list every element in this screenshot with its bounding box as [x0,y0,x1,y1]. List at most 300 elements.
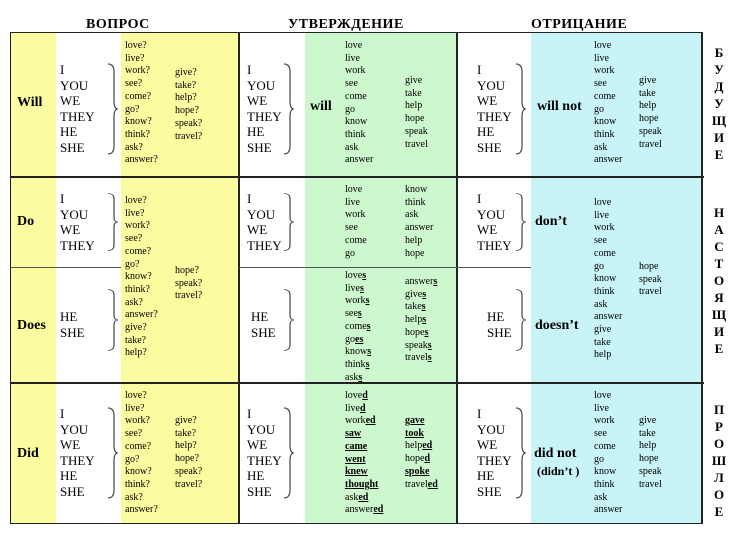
verb [345,466,383,479]
side-letter: Щ [711,113,727,128]
verb-stem: work [345,295,366,307]
verb: speak [639,125,662,137]
verb: think [594,128,615,140]
pronoun: I [247,191,252,206]
verb: live? [125,402,145,414]
verb: answer? [125,504,158,516]
verb: travel [639,286,662,298]
neg-aux-will-not: will not [537,99,582,114]
verb: give? [175,415,197,426]
verb: speak [639,273,662,285]
verb-ending: took [405,427,424,439]
verb: live [345,196,360,208]
verb: see [345,78,358,90]
verb: answer [405,222,434,234]
header-negative: ОТРИЦАНИЕ [531,17,628,32]
verb: think [594,478,615,490]
side-letter: Л [714,470,724,485]
pronoun: THEY [60,452,95,468]
pronoun: SHE [251,324,276,340]
verb: speak? [175,117,203,129]
brace [283,289,295,351]
verb: speak? [175,277,203,289]
verb-ending: ed [365,415,376,427]
neg-aux-doesnt: doesn’t [535,318,579,333]
verb-ending: s [427,352,432,364]
header-question: ВОПРОС [86,17,150,32]
verb: come? [125,245,152,257]
verb-ending: ed [358,491,369,503]
divider [238,33,240,523]
neg-aux-did-not: did not [534,446,577,461]
verb-ending: s [422,314,427,326]
neg-aux-dont: don’t [535,214,567,229]
verb: live [594,402,609,414]
verb-stem: hope [405,453,425,465]
verb-ending: came [345,440,368,452]
pronoun: WE [247,437,268,452]
pronoun-list [477,62,512,155]
verb-ending: spoke [405,465,430,477]
verb-stem: help [405,314,423,326]
verb: work? [125,220,150,232]
grammar-table [10,32,703,524]
verb: help [405,234,423,246]
verb-ending: s [427,339,432,351]
pronoun: YOU [477,421,506,437]
verb: help? [175,92,197,104]
verb-list [405,75,428,151]
verb [405,440,438,453]
pronoun: I [60,406,65,421]
pronoun-list [477,191,512,253]
verb-stem: take [405,301,422,313]
verb: help [639,440,657,452]
pronoun: SHE [60,139,85,155]
verb: work? [125,415,150,427]
verb: come [594,247,616,259]
verb: know? [125,271,152,283]
verb-ending: went [345,453,366,465]
verb-list [405,415,438,491]
verb: give [639,75,657,86]
verb-ending: s [365,358,370,370]
verb: take [639,427,656,439]
verb-ending: thought [345,478,379,490]
pronoun: THEY [247,108,282,124]
verb [345,428,383,441]
verb-ending: s [421,301,426,313]
verb: take [594,336,611,348]
side-label-future [711,44,727,163]
verb [345,346,371,359]
side-letter: Е [714,341,724,356]
side-letter: У [714,96,724,111]
verb-ending: s [360,282,364,294]
verb-ending: d [360,402,366,414]
verb [345,359,371,372]
side-letter: О [713,436,725,451]
verb: answer? [125,154,158,166]
row-divider [239,267,457,268]
verb: love [345,184,363,195]
pronoun: YOU [60,421,89,437]
pronoun: YOU [247,77,276,93]
verb: go [594,453,604,465]
verb-list [175,67,202,143]
verb: live? [125,52,145,64]
pronoun: HE [477,468,495,483]
verb: speak [639,465,662,477]
verb-list [345,270,371,384]
verb-ending: s [424,326,429,338]
verb [345,415,383,428]
side-letter: О [713,487,725,502]
pronoun: I [477,62,482,77]
verb: think? [125,478,150,490]
pronoun: WE [60,437,81,452]
verb [405,428,438,441]
verb: love [594,40,612,51]
verb: give? [125,322,147,334]
verb: love? [125,40,147,51]
neg-aux-didnt: (didn’t ) [537,464,580,478]
pronoun: I [247,62,252,77]
side-letter: Щ [711,307,727,322]
verb: see [594,235,607,247]
verb-list [345,184,367,260]
verb-stem: live [345,282,360,294]
verb: go? [125,103,140,115]
verb [405,289,437,302]
side-letter: П [713,402,725,417]
brace [107,407,119,499]
verb-ending: d [362,390,368,401]
verb [345,295,371,308]
verb: work [594,415,615,427]
pronoun-list [487,309,512,340]
brace [515,407,527,499]
verb-ending: d [424,453,431,465]
row-divider [11,176,704,178]
header-affirmative: УТВЕРЖДЕНИЕ [288,17,404,32]
verb-stem: see [345,308,358,320]
pronoun-list [60,191,95,253]
verb: hope [405,247,425,259]
verb: speak? [175,465,203,477]
verb-stem: help [405,440,423,452]
verb-ending: s [422,288,427,300]
verb: go [345,103,355,115]
pronoun-list [247,191,282,253]
verb-list [639,261,662,299]
verb: think? [125,283,150,295]
side-letter: И [713,324,725,339]
verb: take [405,87,422,99]
aff-aux-will: will [310,99,332,114]
pronoun: HE [247,124,265,139]
brace [515,289,527,351]
verb: travel? [175,290,203,302]
verb-ending: s [433,276,438,287]
verb: see? [125,428,143,440]
verb: give [405,75,423,86]
pronoun: SHE [60,324,85,340]
verb-ending: ed [373,504,384,516]
verb-stem: travel [405,478,428,490]
pronoun-list [60,406,95,499]
verb-stem: live [345,402,360,414]
verb: ask? [125,141,143,153]
verb [405,453,438,466]
brace [107,63,119,155]
verb: love? [125,390,147,401]
verb-ending: ed [427,478,438,490]
verb: know [594,466,617,478]
pronoun: I [477,191,482,206]
verb-list [175,415,202,491]
verb [345,321,371,334]
pronoun: THEY [477,237,512,253]
verb [345,270,371,283]
verb-stem: speak [405,339,428,351]
verb: give? [175,67,197,78]
verb-ending: knew [345,466,368,478]
verb: speak [405,125,428,137]
verb-stem: go [345,333,355,345]
pronoun: HE [487,309,505,324]
verb [345,334,371,347]
aux-will: Will [17,95,43,110]
verb-list [594,390,622,517]
pronoun: YOU [477,77,506,93]
pronoun: I [477,406,482,421]
verb-ending: gave [405,415,425,426]
side-letter: Ш [711,453,727,468]
pronoun: SHE [477,139,502,155]
verb: answer [594,154,623,166]
verb [345,308,371,321]
verb-ending: es [355,333,364,345]
verb: see [594,78,607,90]
verb [345,283,371,296]
pronoun: HE [60,468,78,483]
verb-list [639,415,662,491]
verb [405,314,437,327]
verb: love? [125,195,147,206]
divider [701,33,703,523]
verb: see? [125,233,143,245]
verb: live? [125,207,145,219]
pronoun-list [247,62,282,155]
verb-ending: s [366,320,371,332]
verb: help [639,100,657,112]
verb [405,301,437,314]
side-letter: Е [714,147,724,162]
verb: take? [175,79,197,91]
verb: know [345,116,368,128]
verb: hope [639,113,659,125]
verb: hope? [175,453,199,465]
verb: ask [405,209,419,221]
verb-ending: s [362,270,367,281]
verb: hope [405,113,425,125]
verb-stem: answer [345,504,374,516]
verb-list [405,184,433,260]
verb: answer? [125,309,158,321]
side-letter: С [714,239,724,254]
verb-ending: s [357,308,362,320]
pronoun: YOU [477,206,506,222]
verb: travel? [175,130,203,142]
verb: answer [345,154,374,166]
pronoun: WE [477,437,498,452]
verb: help? [125,347,147,359]
row-divider [11,267,121,268]
pronoun: SHE [487,324,512,340]
verb: hope? [175,105,199,117]
pronoun-list [60,309,85,340]
verb: love [594,197,612,208]
verb: travel [405,138,428,150]
verb-list [125,195,158,360]
side-letter: Т [714,256,724,271]
verb: answer [594,504,623,516]
pronoun: THEY [247,452,282,468]
verb: work [594,65,615,77]
verb: ask? [125,296,143,308]
verb: ask [594,491,608,503]
verb: work? [125,65,150,77]
aux-does: Does [17,318,46,333]
side-letter: Р [715,419,723,434]
verb: see [345,222,358,234]
pronoun: HE [60,309,78,324]
aux-did: Did [17,446,39,461]
verb: work [594,222,615,234]
verb-ending: saw [345,428,362,440]
pronoun: I [247,406,252,421]
verb: come [345,234,367,246]
pronoun: WE [247,222,268,237]
verb: work [345,65,366,77]
brace [107,193,119,251]
verb-list [175,265,202,303]
brace [283,193,295,251]
verb [345,390,383,403]
verb: ask [345,141,359,153]
verb: go? [125,453,140,465]
verb-stem: ask [345,491,359,503]
pronoun: WE [60,93,81,108]
side-letter: А [714,222,724,237]
verb: love [594,390,612,401]
pronoun-list [251,309,276,340]
verb: think? [125,128,150,140]
verb: hope [639,453,659,465]
verb-ending: s [365,295,370,307]
verb [405,276,437,289]
side-letter: Б [714,45,724,60]
verb-list [594,40,622,167]
verb: come [345,90,367,102]
verb: ask [594,141,608,153]
verb: help? [175,440,197,452]
verb [405,327,437,340]
verb-stem: know [345,346,368,358]
brace [515,63,527,155]
aux-do: Do [17,214,35,229]
brace [515,193,527,251]
verb [345,479,383,492]
pronoun: HE [247,468,265,483]
verb: think [345,128,366,140]
side-letter: Е [714,504,724,519]
verb: think [405,196,426,208]
verb: ask [594,298,608,310]
verb: give [639,415,657,426]
pronoun: THEY [60,237,95,253]
verb [345,504,383,517]
verb: hope [639,261,659,272]
verb [345,492,383,505]
verb-list [125,40,158,167]
pronoun-list [60,62,95,155]
verb: help [594,349,612,361]
pronoun-list [247,406,282,499]
verb-stem: ask [345,371,359,383]
row-divider [457,267,531,268]
verb: live [594,52,609,64]
pronoun: YOU [247,421,276,437]
pronoun: SHE [247,483,272,499]
side-letter: О [713,273,725,288]
pronoun: HE [477,124,495,139]
pronoun: YOU [60,77,89,93]
verb: ask? [125,491,143,503]
side-letter: Д [714,79,724,94]
verb-stem: come [345,320,367,332]
pronoun: YOU [60,206,89,222]
verb: see [594,428,607,440]
verb: come [594,440,616,452]
pronoun: WE [247,93,268,108]
verb: help [405,100,423,112]
verb-ending: s [358,371,363,383]
verb: love [345,40,363,51]
verb [405,352,437,365]
pronoun: I [60,62,65,77]
verb: think [594,285,615,297]
verb-stem: work [345,415,366,427]
verb: take? [125,334,147,346]
verb-list [125,390,158,517]
pronoun: SHE [60,483,85,499]
verb-stem: give [405,288,423,300]
side-letter: Н [713,205,725,220]
verb-stem: love [345,270,363,281]
verb [405,466,438,479]
verb: know? [125,116,152,128]
pronoun: WE [477,222,498,237]
verb: live [345,52,360,64]
brace [283,63,295,155]
pronoun: I [60,191,65,206]
pronoun: WE [477,93,498,108]
verb: work [345,209,366,221]
verb: come? [125,440,152,452]
verb: travel? [175,478,203,490]
